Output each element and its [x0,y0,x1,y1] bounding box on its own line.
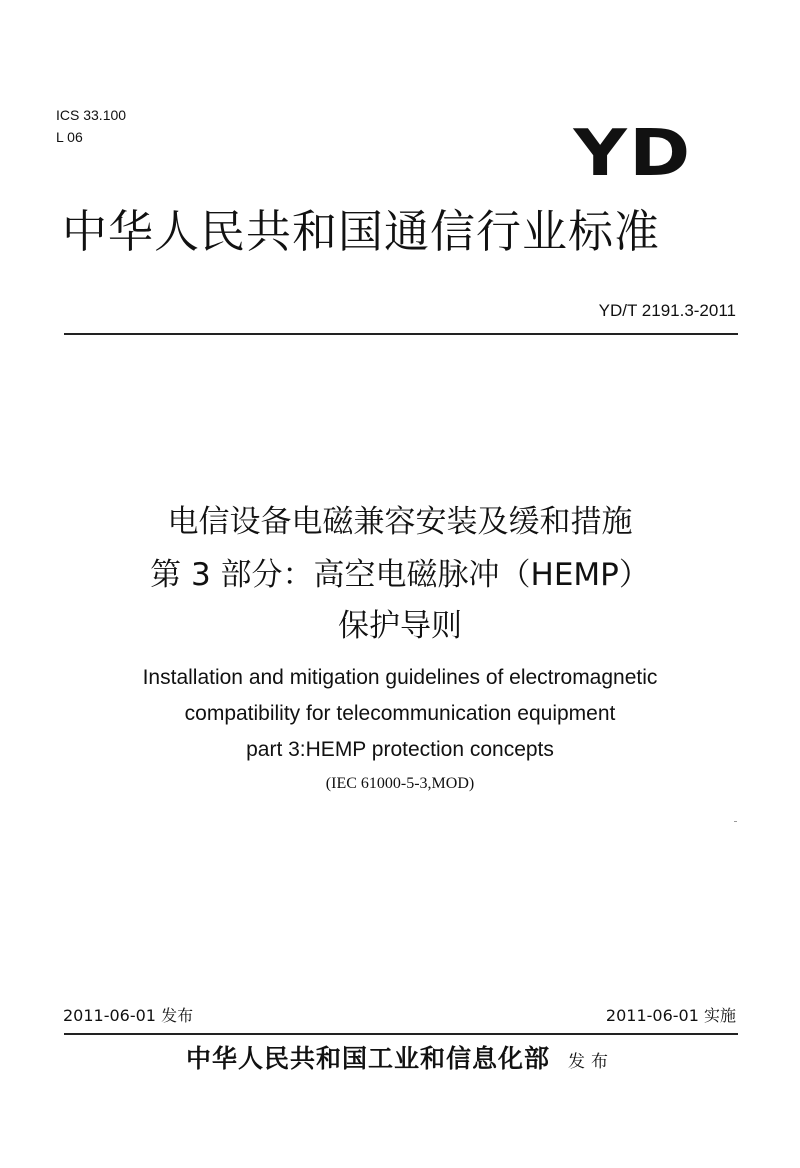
implementation-date: 2011-06-01 实施 [605,1006,736,1025]
classification-code: L 06 [56,129,83,145]
english-title-line-1: Installation and mitigation guidelines of electromagnetic [142,666,658,689]
publish-label: 发布 [568,1052,614,1072]
iec-equivalence: (IEC 61000-5-3,MOD) [325,775,475,792]
english-title-line-3: part 3:HEMP protection concepts [246,738,554,761]
standard-number: YD/T 2191.3-2011 [598,301,736,320]
ics-code: ICS 33.100 [56,107,127,123]
publisher-name: 中华人民共和国工业和信息化部 [185,1044,550,1073]
chinese-title-line-1: 电信设备电磁兼容安装及缓和措施 [167,504,633,540]
chinese-title-line-3: 保护导则 [338,608,462,644]
chinese-title-line-2: 第 3 部分：高空电磁脉冲（HEMP） [150,557,650,593]
scan-speck [734,821,737,822]
yd-logo: YD [573,117,692,191]
header-divider [64,333,738,335]
standard-category-title: 中华人民共和国通信行业标准 [62,205,661,258]
english-title-line-2: compatibility for telecommunication equipment [184,702,616,725]
issue-date: 2011-06-01 发布 [63,1006,194,1025]
publisher-row [0,1041,800,1080]
footer-divider [64,1033,738,1035]
